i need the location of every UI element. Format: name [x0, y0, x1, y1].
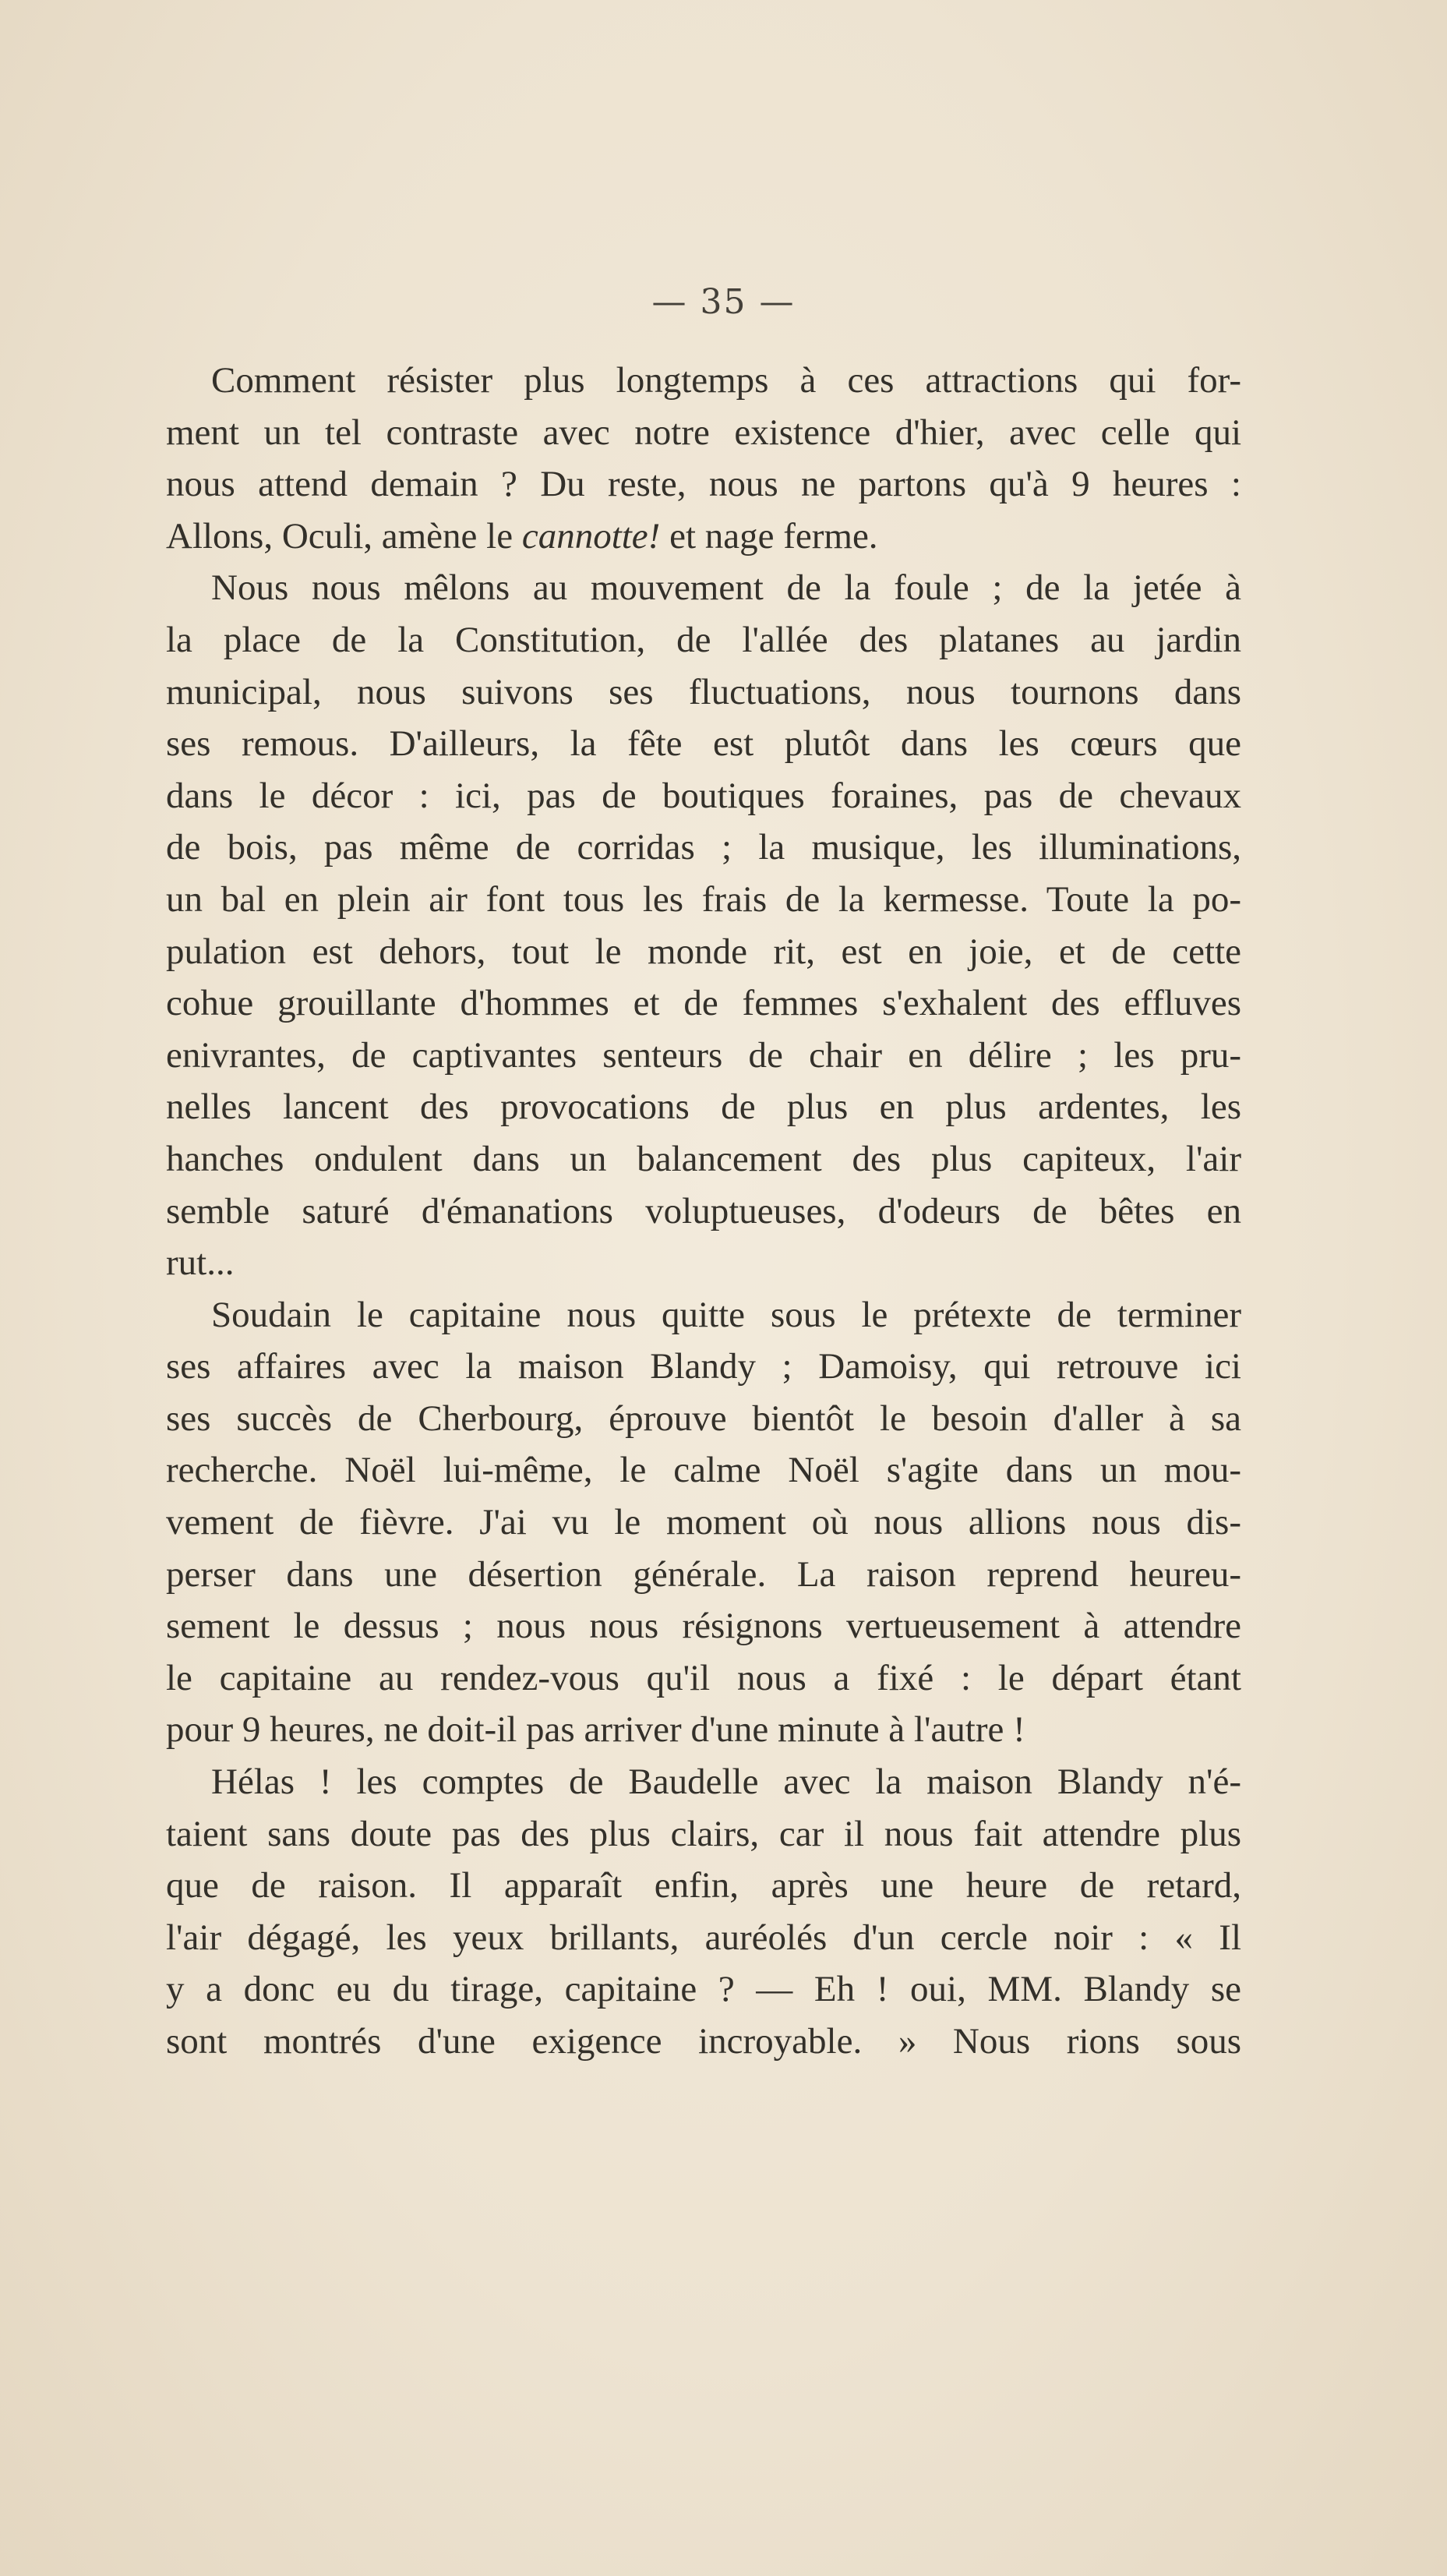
text-line: ment un tel contraste avec notre existence d'hier, avec celle qui	[166, 412, 1241, 453]
text-segment: Allons, Oculi, amène le	[166, 515, 514, 557]
text-line: un bal en plein air font tous les frais de la kermesse. Toute la po-	[166, 878, 1241, 920]
text-line: nous attend demain ? Du reste, nous ne partons qu'à 9 heures :	[166, 464, 1241, 505]
text-line: municipal, nous suivons ses fluctuations, nous tournons dans	[166, 671, 1241, 712]
italic-term: cannotte!	[521, 515, 661, 557]
paragraph-1	[166, 355, 1241, 562]
text-line: de bois, pas même de corridas ; la musique, les illuminations,	[166, 827, 1241, 868]
paragraph-2	[166, 562, 1241, 1288]
text-segment: et nage ferme.	[669, 515, 878, 557]
text-line: l'air dégagé, les yeux brillants, auréolés d'un cercle noir : « Il	[166, 1917, 1241, 1958]
text-line: pour 9 heures, ne doit-il pas arriver d'une minute à l'autre !	[166, 1709, 1025, 1751]
text-line: y a donc eu du tirage, capitaine ? — Eh ! oui, MM. Blandy se	[166, 1969, 1241, 2010]
paragraph-3	[166, 1289, 1241, 1756]
text-line: recherche. Noël lui-même, le calme Noël s'agite dans un mou-	[166, 1450, 1241, 1491]
text-line: Comment résister plus longtemps à ces attractions qui for-	[211, 360, 1241, 401]
text-line: nelles lancent des provocations de plus en plus ardentes, les	[166, 1087, 1241, 1128]
text-line: vement de fièvre. J'ai vu le moment où nous allions nous dis-	[166, 1502, 1241, 1543]
text-line: pulation est dehors, tout le monde rit, est en joie, et de cette	[166, 931, 1241, 972]
page-number: — 35 —	[651, 282, 796, 322]
text-line: sement le dessus ; nous nous résignons vertueusement à attendre	[166, 1606, 1241, 1647]
text-line: enivrantes, de captivantes senteurs de chair en délire ; les pru-	[166, 1034, 1241, 1076]
paragraph-4	[166, 1756, 1241, 2068]
text-line: perser dans une désertion générale. La raison reprend heureu-	[166, 1553, 1241, 1595]
text-line: la place de la Constitution, de l'allée des platanes au jardin	[166, 619, 1241, 660]
text-line: Nous nous mêlons au mouvement de la foule ; de la jetée à	[211, 567, 1241, 609]
text-line: le capitaine au rendez-vous qu'il nous a fixé : le départ étant	[166, 1657, 1241, 1698]
text-line-mixed	[166, 511, 1241, 563]
text-line: cohue grouillante d'hommes et de femmes s'exhalent des effluves	[166, 983, 1241, 1024]
body-text	[166, 355, 1241, 2068]
text-line: ses affaires avec la maison Blandy ; Damoisy, qui retrouve ici	[166, 1346, 1241, 1387]
text-line: Hélas ! les comptes de Baudelle avec la maison Blandy n'é-	[211, 1762, 1241, 1803]
text-line: que de raison. Il apparaît enfin, après une heure de retard,	[166, 1865, 1241, 1906]
text-line: ses remous. D'ailleurs, la fête est plutôt dans les cœurs que	[166, 723, 1241, 765]
text-line: taient sans doute pas des plus clairs, car il nous fait attendre plus	[166, 1813, 1241, 1854]
text-line: ses succès de Cherbourg, éprouve bientôt le besoin d'aller à sa	[166, 1398, 1241, 1439]
text-line: dans le décor : ici, pas de boutiques foraines, pas de chevaux	[166, 775, 1241, 816]
text-line: semble saturé d'émanations voluptueuses, d'odeurs de bêtes en	[166, 1190, 1241, 1231]
text-line: rut...	[166, 1242, 235, 1284]
text-line: Soudain le capitaine nous quitte sous le prétexte de terminer	[211, 1294, 1241, 1335]
text-line: hanches ondulent dans un balancement des plus capiteux, l'air	[166, 1138, 1241, 1179]
text-line: sont montrés d'une exigence incroyable. » Nous rions sous	[166, 2021, 1241, 2062]
